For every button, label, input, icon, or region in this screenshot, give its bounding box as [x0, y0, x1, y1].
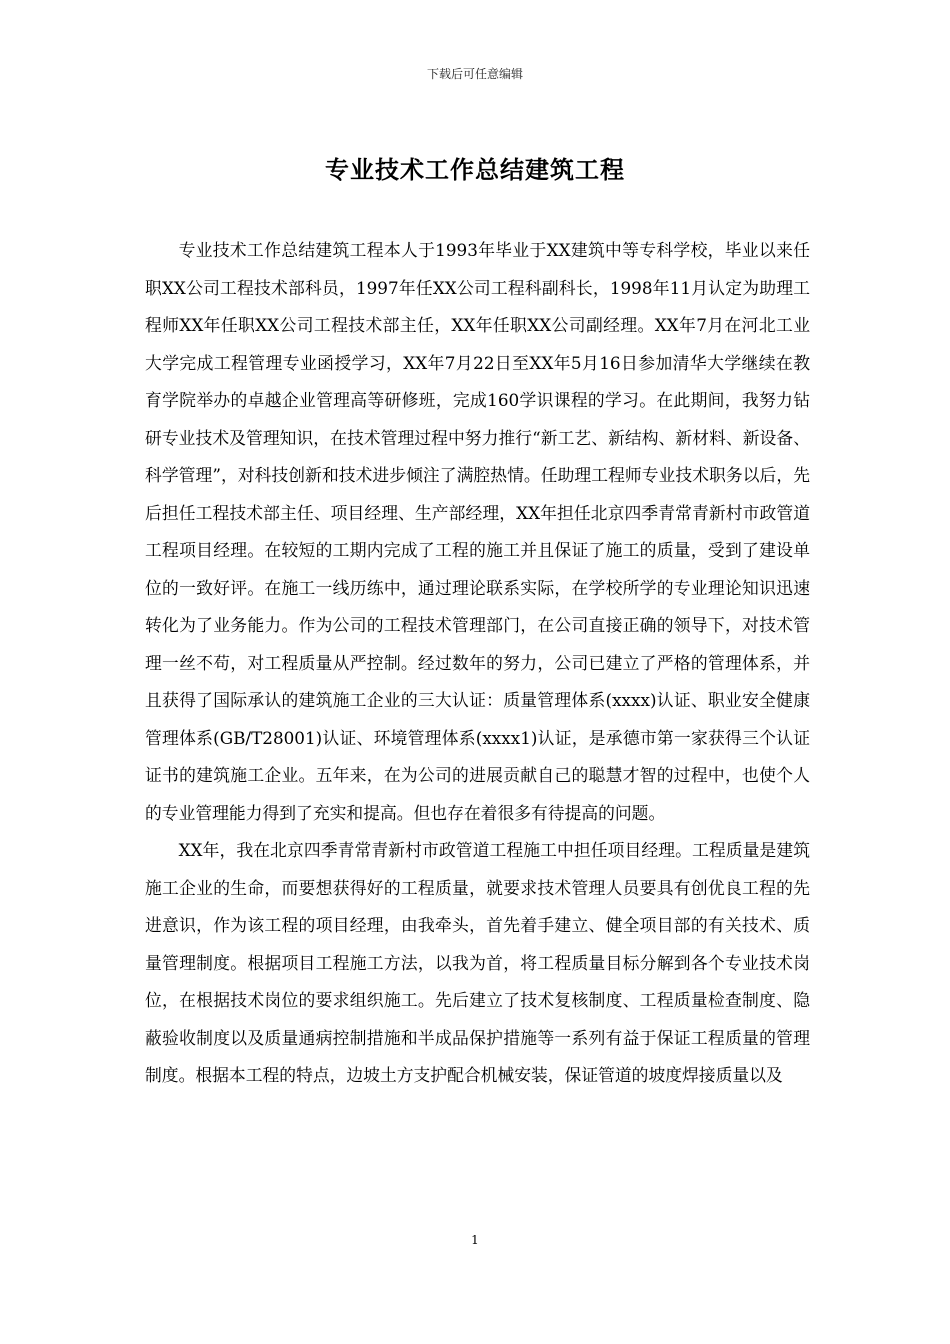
page-number: 1: [471, 1233, 479, 1247]
paragraph: 专业技术工作总结建筑工程本人于1993年毕业于XX建筑中等专科学校，毕业以来任职XX公司工程技术部科员，1997年任XX公司工程科副科长，1998年11月认定为助理工程师XX年任职XX公司工程技术部主任，XX年任职XX公司副经理。XX年7月在河北工业大学完成工程管理专业函授学习，XX年7月22日至XX年5月16日参加清华大学继续在教育学院举办的卓越企业管理高等研修班，完成160学识课程的学习。在此期间，我努力钻研专业技术及管理知识，在技术管理过程中努力推行“新工艺、新结构、新材料、新设备、科学管理”，对科技创新和技术进步倾注了满腔热情。任助理工程师专业技术职务以后，先后担任工程技术部主任、项目经理、生产部经理，XX年担任北京四季青常青新村市政管道工程项目经理。在较短的工期内完成了工程的施工并且保证了施工的质量，受到了建设单位的一致好评。在施工一线历练中，通过理论联系实际，在学校所学的专业理论知识迅速转化为了业务能力。作为公司的工程技术管理部门，在公司直接正确的领导下，对技术管理一丝不苟，对工程质量从严控制。经过数年的努力，公司已建立了严格的管理体系，并且获得了国际承认的建筑施工企业的三大认证：质量管理体系(xxxx)认证、职业安全健康管理体系(GB/T28001)认证、环境管理体系(xxxx1)认证，是承德市第一家获得三个认证证书的建筑施工企业。五年来，在为公司的进展贡献自己的聪慧才智的过程中，也使个人的专业管理能力得到了充实和提高。但也存在着很多有待提高的问题。: [145, 240, 810, 823]
document-title: 专业技术工作总结建筑工程: [325, 156, 625, 184]
document-body: [145, 232, 810, 1095]
page-header: 下载后可任意编辑: [426, 67, 523, 81]
paragraph: XX年，我在北京四季青常青新村市政管道工程施工中担任项目经理。工程质量是建筑施工企业的生命，而要想获得好的工程质量，就要求技术管理人员要具有创优良工程的先进意识，作为该工程的项目经理，由我牵头，首先着手建立、健全项目部的有关技术、质量管理制度。根据项目工程施工方法，以我为首，将工程质量目标分解到各个专业技术岗位，在根据技术岗位的要求组织施工。先后建立了技术复核制度、工程质量检查制度、隐蔽验收制度以及质量通病控制措施和半成品保护措施等一系列有益于保证工程质量的管理制度。根据本工程的特点，边坡土方支护配合机械安装，保证管道的坡度焊接质量以及: [145, 840, 810, 1085]
